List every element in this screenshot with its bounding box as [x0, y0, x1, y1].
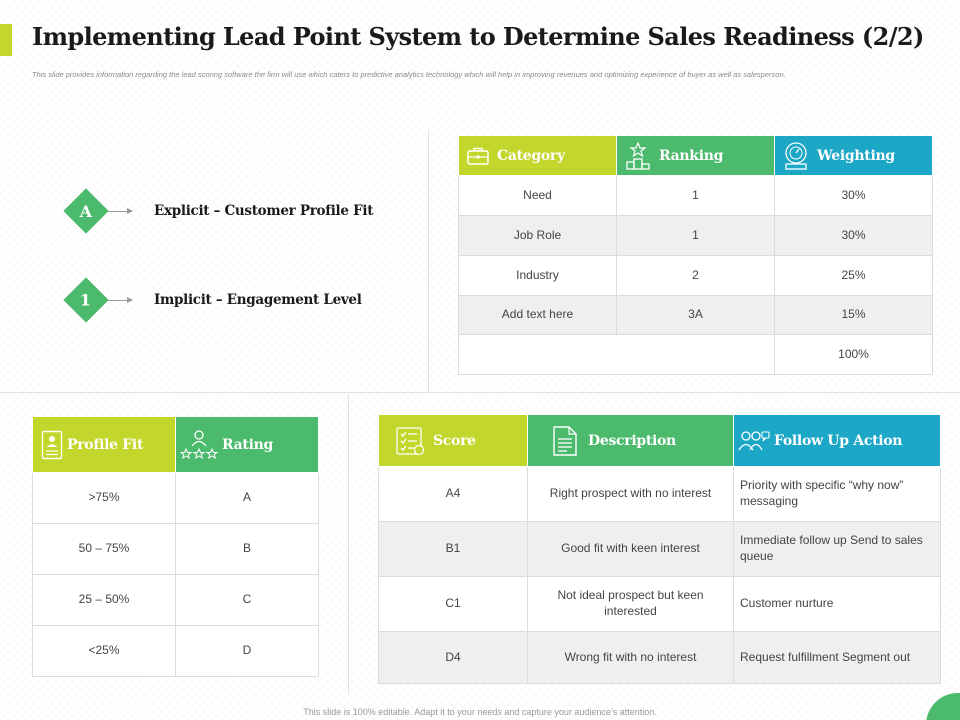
cell-profile-fit: <25% — [33, 626, 176, 677]
profile-card-icon — [41, 430, 63, 460]
cell-empty — [459, 335, 775, 375]
legend-badge-a: A — [63, 188, 108, 233]
profile-fit-table — [32, 416, 319, 677]
divider-horizontal — [0, 392, 960, 393]
cell-follow-up-action: Priority with specific “why now” messaging — [734, 467, 941, 522]
legend-label-explicit: Explicit – Customer Profile Fit — [154, 203, 374, 219]
cell-total-weighting: 100% — [775, 335, 933, 375]
cell-profile-fit: 50 – 75% — [33, 524, 176, 575]
cell-weighting: 30% — [775, 176, 933, 216]
cell-rating: C — [176, 575, 319, 626]
cell-description: Not ideal prospect but keen interested — [528, 577, 734, 632]
score-checklist-icon — [395, 426, 425, 456]
cell-weighting: 30% — [775, 216, 933, 256]
table-row — [459, 216, 933, 256]
document-icon — [552, 425, 578, 457]
table-row — [33, 626, 319, 677]
table-row — [459, 256, 933, 296]
table-row — [33, 575, 319, 626]
table-header-row — [379, 415, 941, 467]
header-ranking: Ranking — [617, 136, 775, 176]
cell-weighting: 25% — [775, 256, 933, 296]
cell-category: Job Role — [459, 216, 617, 256]
arrow-icon — [108, 211, 132, 212]
legend-label-implicit: Implicit – Engagement Level — [154, 292, 362, 308]
header-profile-fit: Profile Fit — [33, 417, 176, 473]
legend-explicit — [68, 195, 373, 227]
cell-rating: A — [176, 473, 319, 524]
people-chat-icon — [738, 428, 770, 454]
cell-rating: D — [176, 626, 319, 677]
legend-badge-1: 1 — [63, 277, 108, 322]
cell-follow-up-action: Customer nurture — [734, 577, 941, 632]
cell-description: Wrong fit with no interest — [528, 632, 734, 684]
scale-gauge-icon — [783, 142, 809, 170]
cell-profile-fit: >75% — [33, 473, 176, 524]
divider-vertical-bottom — [348, 394, 349, 694]
cell-ranking: 1 — [617, 216, 775, 256]
category-table — [458, 135, 933, 375]
cell-score: D4 — [379, 632, 528, 684]
cell-ranking: 2 — [617, 256, 775, 296]
table-row — [379, 632, 941, 684]
decorative-corner-circle — [926, 693, 960, 720]
user-rating-stars-icon — [180, 429, 218, 461]
table-row — [459, 176, 933, 216]
page-title: Implementing Lead Point System to Determine Sales Readiness (2/2) — [32, 22, 924, 51]
table-row — [379, 467, 941, 522]
podium-star-icon — [625, 142, 651, 170]
briefcase-icon — [467, 147, 489, 165]
arrow-icon — [108, 300, 132, 301]
table-row — [379, 577, 941, 632]
score-table — [378, 414, 941, 684]
cell-follow-up-action: Immediate follow up Send to sales queue — [734, 522, 941, 577]
table-header-row — [33, 417, 319, 473]
cell-ranking: 3A — [617, 296, 775, 335]
header-weighting: Weighting — [775, 136, 933, 176]
title-accent-bar — [0, 24, 12, 56]
legend-implicit — [68, 284, 362, 316]
cell-score: A4 — [379, 467, 528, 522]
cell-category: Industry — [459, 256, 617, 296]
header-category: Category — [459, 136, 617, 176]
cell-rating: B — [176, 524, 319, 575]
cell-ranking: 1 — [617, 176, 775, 216]
cell-description: Right prospect with no interest — [528, 467, 734, 522]
cell-weighting: 15% — [775, 296, 933, 335]
table-row — [459, 296, 933, 335]
cell-description: Good fit with keen interest — [528, 522, 734, 577]
table-total-row — [459, 335, 933, 375]
divider-vertical-top — [428, 130, 429, 392]
table-row — [379, 522, 941, 577]
header-description: Description — [528, 415, 734, 467]
cell-category: Add text here — [459, 296, 617, 335]
table-row — [33, 473, 319, 524]
header-score: Score — [379, 415, 528, 467]
cell-follow-up-action: Request fulfillment Segment out — [734, 632, 941, 684]
cell-category: Need — [459, 176, 617, 216]
cell-score: B1 — [379, 522, 528, 577]
table-header-row — [459, 136, 933, 176]
table-row — [33, 524, 319, 575]
cell-score: C1 — [379, 577, 528, 632]
cell-profile-fit: 25 – 50% — [33, 575, 176, 626]
footer-note: This slide is 100% editable. Adapt it to your needs and capture your audience’s attention. — [303, 707, 657, 717]
header-rating: Rating — [176, 417, 319, 473]
header-follow-up-action: Follow Up Action — [734, 415, 941, 467]
page-subtitle: This slide provides information regarding the lead scoring software the firm will use which caters to predictive analytics technology which will help in improving revenues and optimizing experience of buyer as well as salesperson. — [32, 70, 786, 79]
